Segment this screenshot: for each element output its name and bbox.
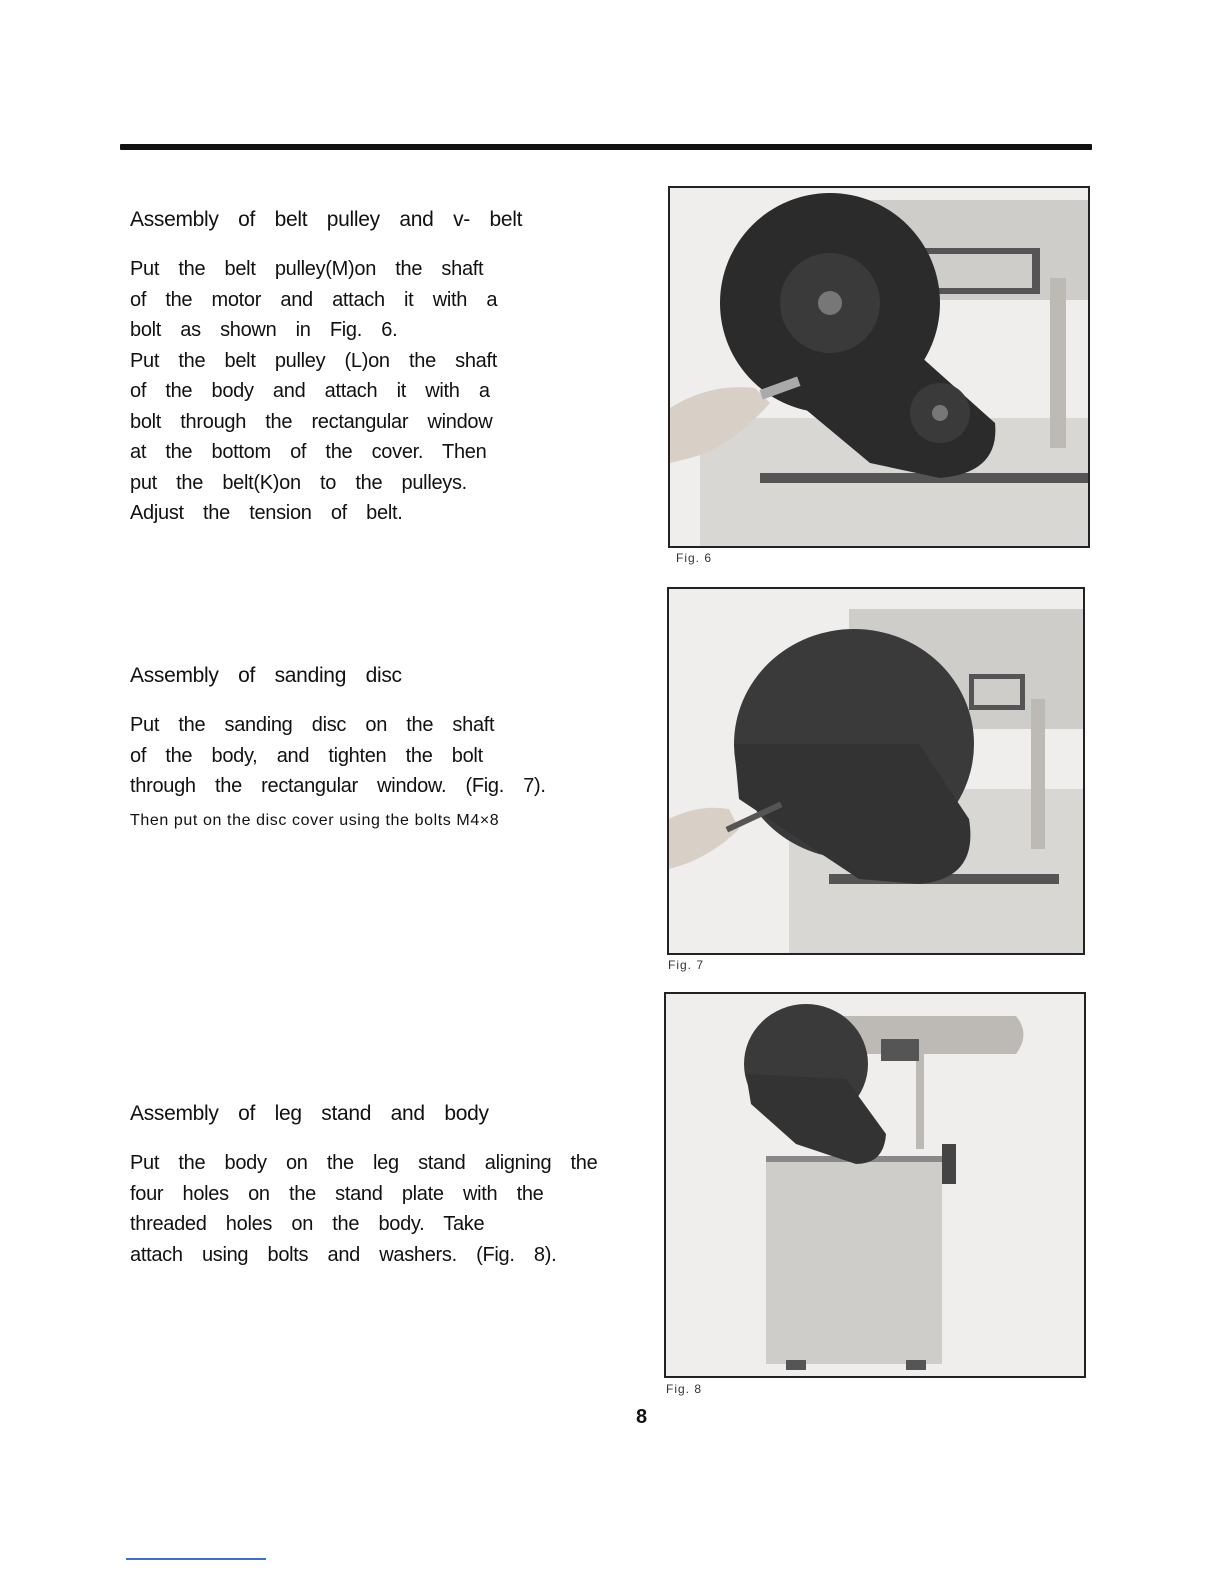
body-line: Put the sanding disc on the shaft (130, 714, 495, 736)
page-number: 8 (636, 1406, 648, 1428)
section-sanding-disc (130, 664, 546, 830)
body-line: put the belt(K)on to the pulleys. (130, 471, 467, 494)
section-heading: Assembly of leg stand and body (130, 1102, 489, 1125)
figure-8-photo (664, 992, 1086, 1378)
figure-7-photo (667, 587, 1085, 955)
section-heading: Assembly of sanding disc (130, 664, 402, 687)
section-leg-stand (130, 1102, 597, 1270)
body-line: threaded holes on the body. Take (130, 1213, 485, 1235)
body-line: of the body, and tighten the bolt (130, 744, 483, 767)
body-line: bolt through the rectangular window (130, 410, 493, 433)
body-line: Adjust the tension of belt. (130, 502, 403, 524)
figure-6-caption: Fig. 6 (676, 551, 713, 565)
body-line: through the rectangular window. (Fig. 7). (130, 775, 546, 797)
body-line: attach using bolts and washers. (Fig. 8). (130, 1243, 557, 1266)
top-rule (120, 144, 1092, 150)
note-line: Then put on the disc cover using the bolts M4×8 (130, 811, 500, 829)
belt-pulley-assembly-photo-icon (670, 188, 1088, 546)
body-line: four holes on the stand plate with the (130, 1182, 544, 1205)
section-heading: Assembly of belt pulley and v- belt (130, 208, 523, 231)
body-line: of the motor and attach it with a (130, 288, 498, 311)
body-line: bolt as shown in Fig. 6. (130, 319, 398, 341)
body-line: Put the belt pulley(M)on the shaft (130, 258, 484, 280)
leg-stand-assembly-photo-icon (666, 994, 1084, 1376)
figure-7-caption: Fig. 7 (668, 958, 705, 972)
body-line: Put the belt pulley (L)on the shaft (130, 349, 498, 372)
body-line: Put the body on the leg stand aligning the (130, 1152, 598, 1174)
figure-8-caption: Fig. 8 (666, 1382, 703, 1396)
section-belt-pulley (130, 208, 522, 529)
figure-6-photo (668, 186, 1090, 548)
body-line: at the bottom of the cover. Then (130, 441, 487, 463)
footer-rule (126, 1558, 266, 1560)
body-line: of the body and attach it with a (130, 380, 490, 402)
sanding-disc-assembly-photo-icon (669, 589, 1083, 953)
